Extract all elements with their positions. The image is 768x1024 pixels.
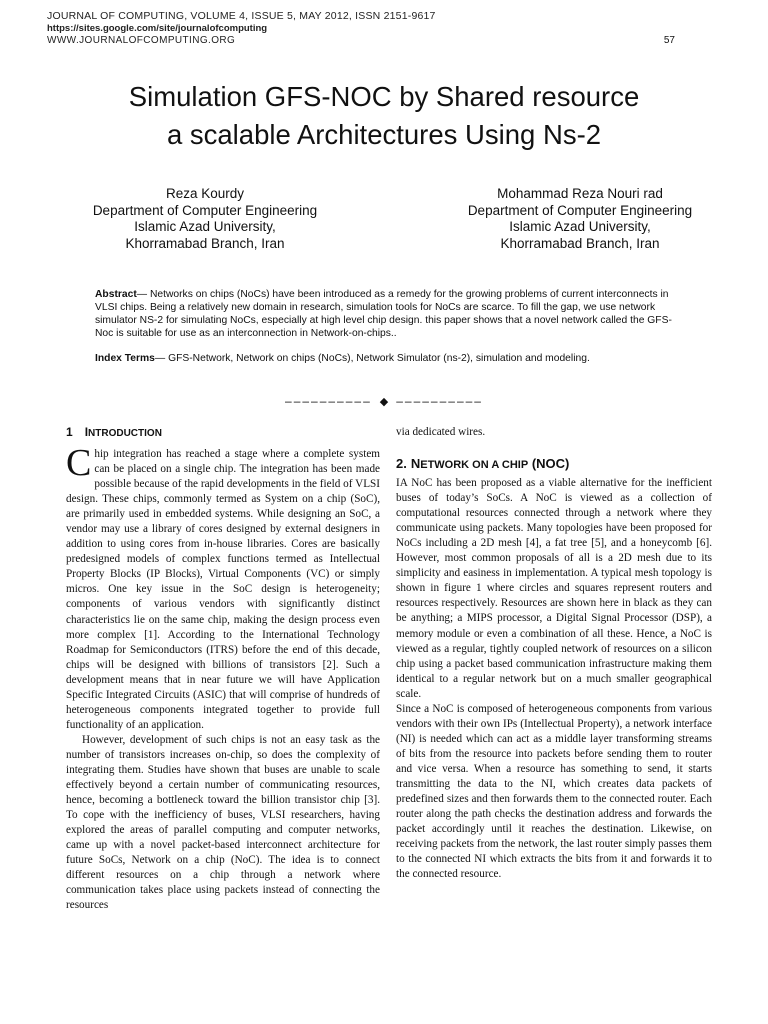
title-line-2: a scalable Architectures Using Ns-2: [166, 119, 602, 150]
index-terms-text: — GFS-Network, Network on chips (NoCs), Network Simulator (ns-2), simulation and modeling.: [154, 353, 590, 364]
abstract-text: — Networks on chips (NoCs) have been introduced as a remedy for the growing problems of current interconnects in VLSI chips. Being a relatively new domain in research, simulation tools for NoCs are scarce. To fill the gap, we use network simulator NS-2 for simulating NoCs, especially at high level chip design. this paper shows that a novel network called the GFS-Noc is suitable for use as an interconnection in Network-on-chips..: [95, 289, 672, 339]
author-branch: Khorramabad Branch, Iran: [125, 235, 285, 251]
heading-tail: (NOC): [528, 456, 570, 472]
section-number: 2.: [396, 456, 407, 472]
section-heading-introduction: [66, 425, 380, 441]
title-line-1: Simulation GFS-NOC by Shared resource: [128, 81, 640, 112]
journal-header: JOURNAL OF COMPUTING, VOLUME 4, ISSUE 5, MAY 2012, ISSN 2151-9617: [47, 10, 436, 22]
heading-initial: N: [410, 456, 421, 472]
drop-cap: C: [66, 442, 92, 484]
author-dept: Department of Computer Engineering: [92, 202, 318, 218]
noc-paragraph-2: Since a NoC is composed of heterogeneous components from various vendors with their own IPs (Intellectual Property), a network interface (NI) is needed which can act as a middle layer transforming streams of bits from the resource into packets before sending them to router and vice versa. When a resource has something to send, it starts transmitting the data to the NI, which creates data packets of predefined sizes and then forwards them to the connected router. Each router along the path checks the destination address and forwards the packet accordingly until it reaches the destination. Likewise, on receiving packets from the network, the last router simply passes them to the connected NI which extracts the bits from it and forwards it to the connected resource.: [396, 702, 712, 881]
divider-dashes-right: ––––––––––: [396, 394, 483, 408]
section-number: 1: [66, 425, 73, 439]
heading-initial: I: [84, 425, 89, 439]
index-terms: [95, 352, 687, 365]
author-name: Reza Kourdy: [165, 186, 245, 201]
intro-continuation: via dedicated wires.: [396, 426, 486, 438]
journal-url: https://sites.google.com/site/journalofcomputing: [47, 23, 268, 34]
author-name: Mohammad Reza Nouri rad: [497, 186, 663, 201]
abstract-paragraph: [95, 288, 687, 340]
author-1: [60, 186, 350, 252]
abstract-label: Abstract: [95, 289, 137, 300]
divider-dashes-left: ––––––––––: [285, 394, 372, 408]
divider-diamond-icon: ◆: [379, 396, 389, 408]
right-column: [396, 425, 712, 882]
author-branch: Khorramabad Branch, Iran: [500, 235, 660, 251]
heading-rest: NTRODUCTION: [88, 428, 162, 439]
section-divider: [0, 394, 768, 408]
intro-paragraph-1-text: hip integration has reached a stage where a complete system can be placed on a single chip. The integration has been made possible because of the rapid developments in the field of VLSI design. These chips, commonly termed as System on a chip (SoC), are primarily used in embedded systems. While designing an SoC, a vendor may use a library of cores designed by external designers in addition to using cores from in-house libraries. Cores are basically predesigned models of complex functions termed as Intellectual Property Blocks (IP Blocks), Virtual Components (VC) or simply micros. One key issue in the SoC design is heterogeneity; components of various vendors with significantly distinct characteristics lie on the same chip, making the design process even more complex [1]. According to the International Technology Roadmap for Semiconductors (ITRS) before the end of this decade, chips will be designed with billions of transistors [2]. Such a development means that in near future we will have Application Specific Integrated Circuits (ASIC) that will comprise of hundreds of heterogeneous components integrated together to provide full functionality of an application.: [66, 448, 380, 731]
paper-title: [0, 78, 768, 154]
intro-paragraph-2: However, development of such chips is not an easy task as the number of transistors increases on-chip, so does the complexity of integrating them. Studies have shown that buses are unable to scale effectively beyond a certain number of communicating resources, hence, becoming a bottleneck toward the billion transistor chip [3]. To cope with the inefficiency of buses, VLSI researchers, having explored the areas of parallel computing and computer networks, came up with a novel packet-based interconnect architecture for future SoCs, Network on a chip (NoC). The idea is to connect different resources on a chip through a network where communication takes place using packets instead of connecting the resources: [66, 733, 380, 912]
intro-paragraph-1: [66, 442, 380, 733]
noc-paragraph-1: IA NoC has been proposed as a viable alternative for the inefficient buses of today’s SoCs. A NoC is viewed as a collection of computational resources connected through a network where they communicate using packets. Many topologies have been proposed for NoCs including a 2D mesh [4], a fat tree [5], and a honeycomb [6]. However, most common proposals of all is a 2D mesh due to its simplicity and easiness in implementation. A typical mesh topology is shown in figure 1 where circles and squares represent routers and resources respectively. Resources are shown here in black as they can be anything; a MIPS processor, a Digital Signal Processor (DSP), a memory module or even a combination of all these. Hence, a NoC is viewed as a regular, tightly coupled network of resources on a silicon chip using a packet based communication infrastructure making them identical to a regular network but on a much smaller geographical scale.: [396, 477, 712, 700]
author-dept: Department of Computer Engineering: [467, 202, 693, 218]
author-univ: Islamic Azad University,: [509, 219, 651, 234]
page-number: 57: [663, 35, 675, 46]
journal-site: WWW.JOURNALOFCOMPUTING.ORG: [47, 35, 236, 46]
section-heading-noc: [396, 456, 712, 473]
index-terms-label: Index Terms: [95, 353, 155, 364]
heading-rest: ETWORK ON A CHIP: [420, 459, 529, 472]
abstract-block: [95, 288, 687, 365]
author-univ: Islamic Azad University,: [134, 219, 276, 234]
left-column: [66, 425, 380, 913]
author-2: [430, 186, 730, 252]
